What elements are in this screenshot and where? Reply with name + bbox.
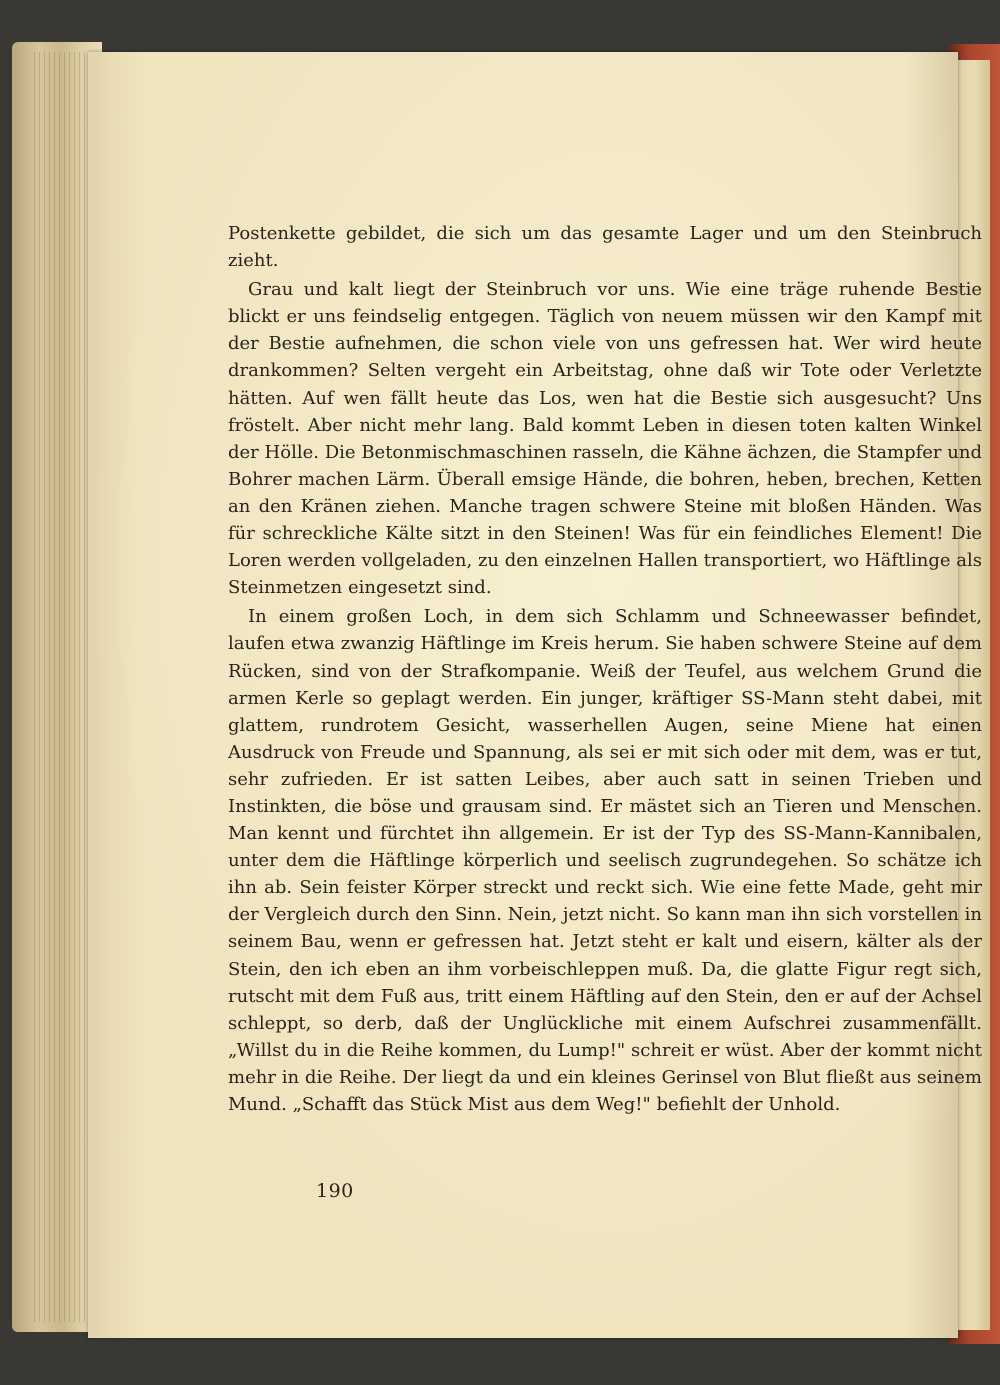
paragraph-continuation: Postenkette gebildet, die sich um das gesamte Lager und um den Steinbruch zieht. bbox=[228, 223, 982, 272]
book-page bbox=[88, 52, 982, 1338]
paragraph-quarry: Grau und kalt liegt der Steinbruch vor uns. Wie eine träge ruhende Bestie blickt er uns feindselig entgegen. Täglich von neuem müssen wir den Kampf mit der Bestie aufnehmen, die schon viele von uns gefressen hat. Wer wird heute drankommen? Selten vergeht ein Arbeitstag, ohne daß wir Tote oder Verletzte hätten. Auf wen fällt heute das Los, wen hat die Bestie sich ausgesucht? Uns fröstelt. Aber nicht mehr lang. Bald kommt Leben in diesen toten kalten Winkel der Hölle. Die Betonmischmaschinen rasseln, die Kähne ächzen, die Stampfer und Bohrer machen Lärm. Überall emsige Hände, die bohren, heben, brechen, Ketten an den Kränen ziehen. Manche tragen schwere Steine mit bloßen Händen. Was für schreckliche Kälte sitzt in den Steinen! Was für ein feindliches Element! Die Loren werden vollgeladen, zu den einzelnen Hallen transportiert, wo Häftlinge als Steinmetzen eingesetzt sind. bbox=[228, 279, 982, 599]
page-number: 190 bbox=[316, 1180, 354, 1202]
paragraph-ss-man: In einem großen Loch, in dem sich Schlamm und Schneewasser befindet, laufen etwa zwanzig Häftlinge im Kreis herum. Sie haben schwere Steine auf dem Rücken, sind von der Strafkompanie. Weiß der Teufel, aus welchem Grund die armen Kerle so geplagt werden. Ein junger, kräftiger SS-Mann steht dabei, mit glattem, rundrotem Gesicht, wasserhellen Augen, seine Miene hat einen Ausdruck von Freude und Spannung, als sei er mit sich oder mit dem, was er tut, sehr zufrieden. Er ist satten Leibes, aber auch satt in seinen Trieben und Instinkten, die böse und grausam sind. Er mästet sich an Tieren und Menschen. Man kennt und fürchtet ihn allgemein. Er ist der Typ des SS-Mann-Kannibalen, unter dem die Häftlinge körperlich und seelisch zugrundegehen. So schätze ich ihn ab. Sein feister Körper streckt und reckt sich. Wie eine fette Made, geht mir der Vergleich durch den Sinn. Nein, jetzt nicht. So kann man ihn sich vorstellen in seinem Bau, wenn er gefressen hat. Jetzt steht er kalt und eisern, kälter als der Stein, den ich eben an ihm vorbeischleppen muß. Da, die glatte Figur regt sich, rutscht mit dem Fuß aus, tritt einem Häftling auf den Stein, den er auf der Achsel schleppt, so derb, daß der Unglückliche mit einem Aufschrei zusammenfällt. „Willst du in die Reihe kommen, du Lump!" schreit er wüst. Aber der kommt nicht mehr in die Reihe. Der liegt da und ein kleines Gerinsel von Blut fließt aus seinem Mund. „Schafft das Stück Mist aus dem Weg!" befiehlt der Unhold. bbox=[228, 606, 982, 1115]
body-text bbox=[228, 220, 982, 1120]
